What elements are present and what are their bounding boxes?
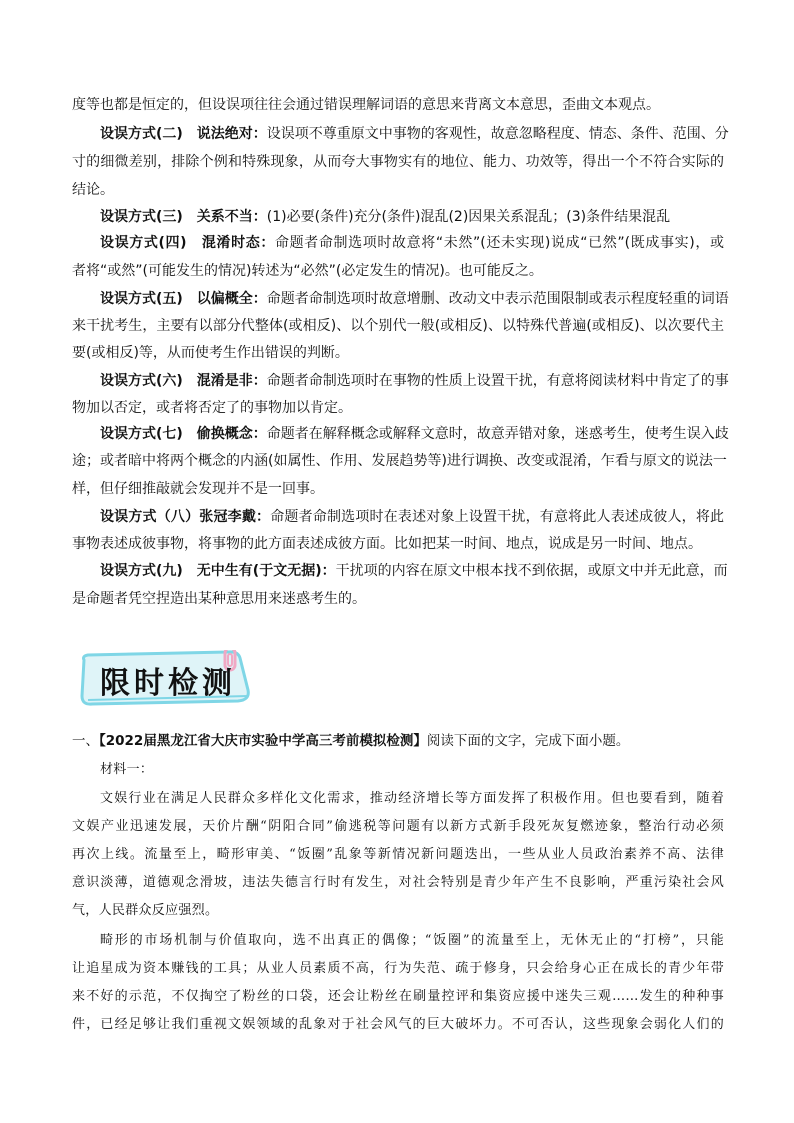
method-5-title: 设误方式(五) 以偏概全： xyxy=(100,291,267,307)
question-heading xyxy=(72,731,724,751)
section-banner xyxy=(78,650,258,706)
method-8-text: 命题者命制选项时在表述对象上设置干扰，有意将此人表述成彼人，将此 xyxy=(270,509,724,525)
question-number: 一、 xyxy=(72,733,99,749)
para-1-line-1: 文娱行业在满足人民群众多样化文化需求，推动经济增长等方面发挥了积极作用。但也要看到，随着 xyxy=(100,791,724,806)
method-4-line-1 xyxy=(72,233,724,253)
method-3-title: 设误方式(三) 关系不当： xyxy=(100,209,267,225)
para-1-line-3: 再次上线。流量至上，畸形审美、“饭圈”乱象等新情况新问题迭出，一些从业人员政治素养不高、法律 xyxy=(72,847,724,862)
method-6-text: 命题者命制选项时在事物的性质上设置干扰，有意将阅读材料中肯定了的事 xyxy=(266,373,729,389)
para-2-line-2: 让追星成为资本赚钱的工具；从业人员素质不高，行为失范、疏于修身，只会给身心正在成长的青少年带 xyxy=(72,961,724,976)
method-4-line-2: 者将“或然”(可能发生的情况)转述为“必然”(必定发生的情况)。也可能反之。 xyxy=(72,263,543,279)
question-prompt: 阅读下面的文字，完成下面小题。 xyxy=(426,733,630,749)
intro-tail-line: 度等也都是恒定的，但设误项往往会通过错误理解词语的意思来背离文本意思，歪曲文本观点。 xyxy=(72,97,660,113)
method-7-line-2: 途；或者暗中将两个概念的内涵(如属性、作用、发展趋势等)进行调换、改变或混淆，乍看与原文的说法一 xyxy=(72,453,727,469)
method-7-line-3: 样，但仔细推敲就会发现并不是一回事。 xyxy=(72,481,324,497)
method-2-line-2: 寸的细微差别，排除个例和特殊现象，从而夸大事物实有的地位、能力、功效等，得出一个不符合实际的 xyxy=(72,154,724,170)
para-1-line-4: 意识淡薄，道德观念滑坡，违法失德言行时有发生，对社会特别是青少年产生不良影响，严重污染社会风 xyxy=(72,875,724,890)
method-5-line-3: 要(或相反)等，从而使考生作出错误的判断。 xyxy=(72,345,349,361)
method-9-line-2: 是命题者凭空捏造出某种意思用来迷惑考生的。 xyxy=(72,591,366,607)
method-7-line-1 xyxy=(72,424,729,444)
method-2-line-3: 结论。 xyxy=(72,182,114,198)
method-4-text: 命题者命制选项时故意将“未然”(还未实现)说成“已然”(既成事实)，或 xyxy=(274,235,724,251)
method-6-line-1 xyxy=(72,371,729,391)
method-9-line-1 xyxy=(72,561,728,581)
method-7-title: 设误方式(七) 偷换概念： xyxy=(100,426,267,442)
material-label: 材料一： xyxy=(100,762,154,777)
method-2-line-1 xyxy=(72,124,729,144)
para-2-line-3: 来不好的示范，不仅掏空了粉丝的口袋，还会让粉丝在刷量控评和集资应援中迷失三观……发生的种种事 xyxy=(72,989,724,1004)
method-6-line-2: 物加以否定，或者将否定了的事物加以肯定。 xyxy=(72,400,352,416)
method-8-line-1 xyxy=(72,507,724,527)
method-8-title: 设误方式（八）张冠李戴： xyxy=(100,509,271,525)
method-2-title: 设误方式(二) 说法绝对： xyxy=(100,126,267,142)
para-2-line-4: 件，已经足够让我们重视文娱领域的乱象对于社会风气的巨大破坏力。不可否认，这些现象会弱化人们的 xyxy=(72,1017,724,1032)
method-5-text: 命题者命制选项时故意增删、改动文中表示范围限制或表示程度轻重的词语 xyxy=(266,291,729,307)
method-5-line-2: 来干扰考生，主要有以部分代整体(或相反)、以个别代一般(或相反)、以特殊代普遍(或相反)、以次要代主 xyxy=(72,318,724,334)
method-4-title: 设误方式(四) 混淆时态： xyxy=(100,235,275,251)
method-2-text: 设误项不尊重原文中事物的客观性，故意忽略程度、情态、条件、范围、分 xyxy=(266,126,729,142)
para-1-line-5: 气，人民群众反应强烈。 xyxy=(72,903,219,918)
method-5-line-1 xyxy=(72,289,729,309)
method-8-line-2: 事物表述成彼事物，将事物的此方面表述成彼方面。比如把某一时间、地点，说成是另一时间、地点。 xyxy=(72,536,702,552)
method-6-title: 设误方式(六) 混淆是非： xyxy=(100,373,267,389)
para-2-line-1: 畸形的市场机制与价值取向，选不出真正的偶像；“饭圈”的流量至上，无休无止的“打榜”，只能 xyxy=(100,933,724,948)
method-9-title: 设误方式(九) 无中生有(于文无据)： xyxy=(100,563,336,579)
question-source: 【2022届黑龙江省大庆市实验中学高三考前模拟检测】 xyxy=(99,733,427,749)
banner-title: 限时检测 xyxy=(100,666,236,701)
para-1-line-2: 文娱产业迅速发展，天价片酬“阴阳合同”偷逃税等问题有以新方式新手段死灰复燃迹象，整治行动必须 xyxy=(72,819,724,834)
method-7-text: 命题者在解释概念或解释文意时，故意弄错对象，迷惑考生，使考生误入歧 xyxy=(266,426,729,442)
method-9-text: 干扰项的内容在原文中根本找不到依据，或原文中并无此意，而 xyxy=(335,563,728,579)
method-3-line-1 xyxy=(72,207,724,227)
method-3-text: (1)必要(条件)充分(条件)混乱(2)因果关系混乱；(3)条件结果混乱 xyxy=(266,209,671,225)
